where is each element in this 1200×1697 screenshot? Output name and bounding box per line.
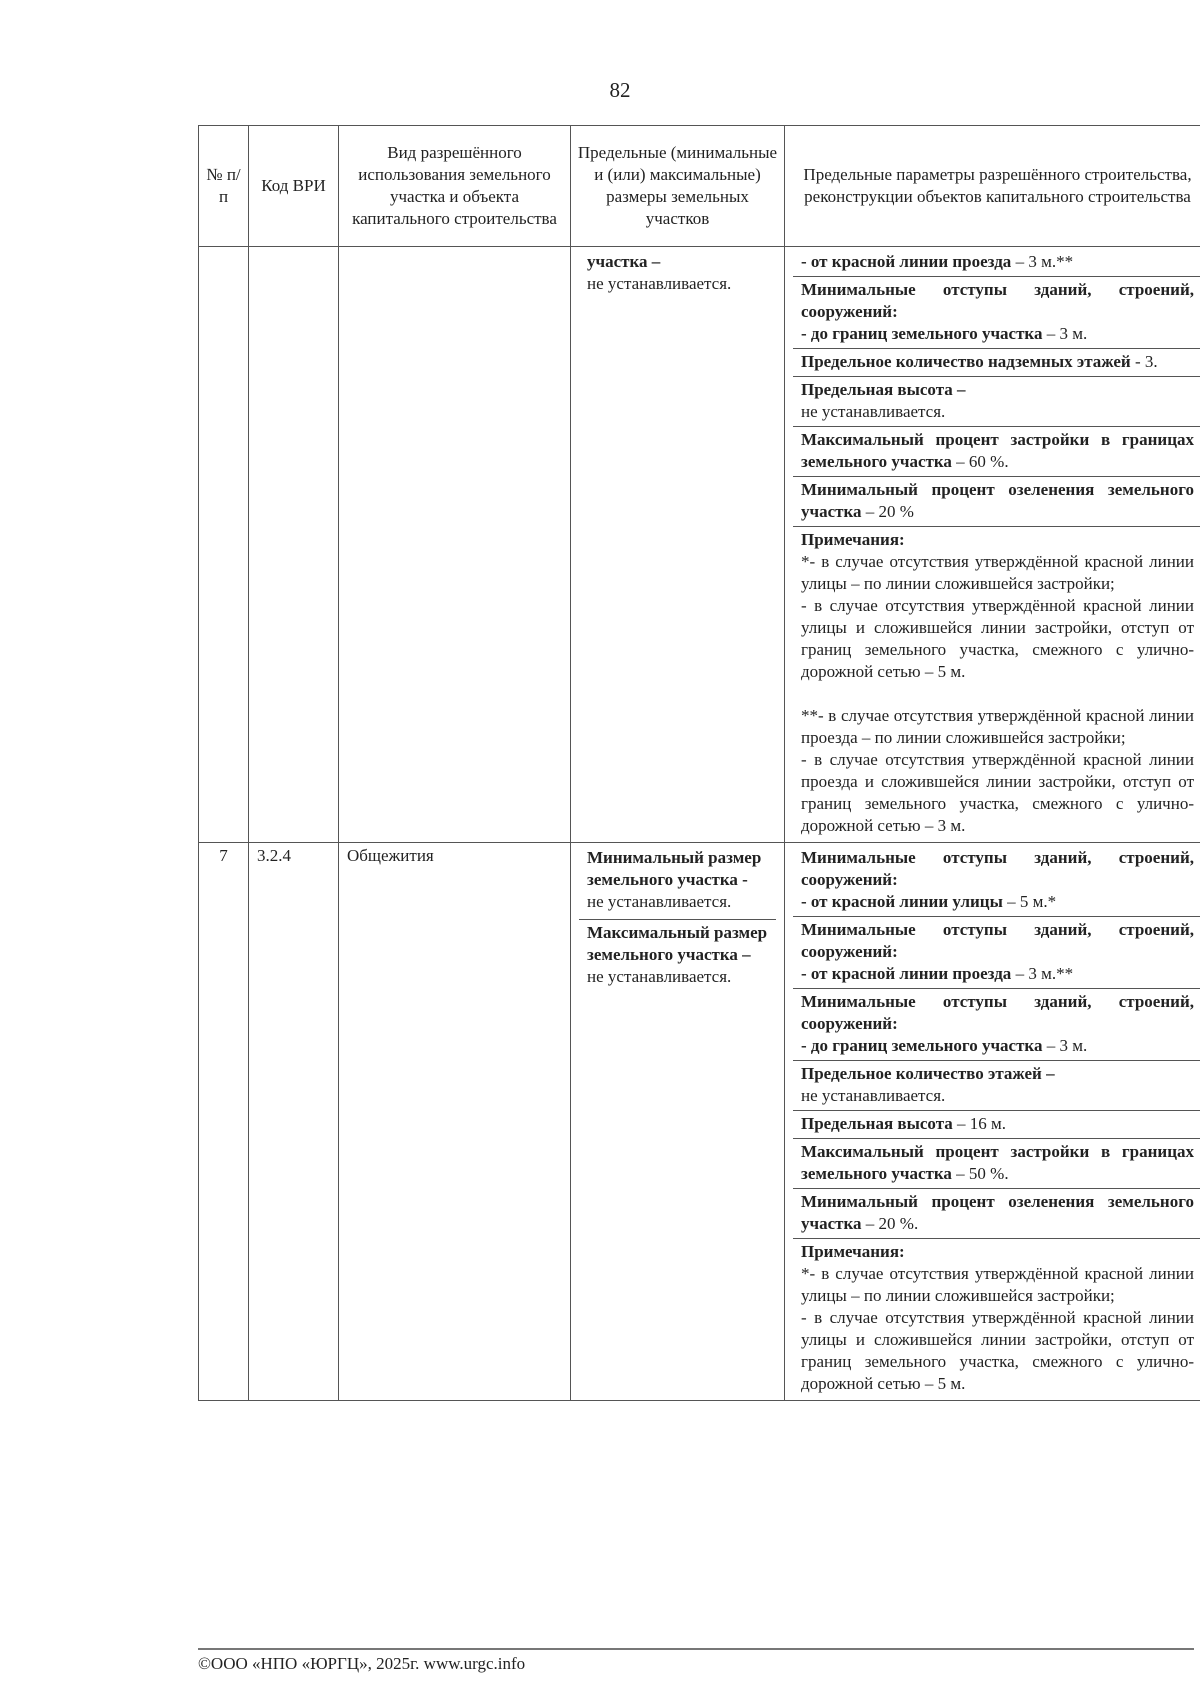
param-value: не устанавливается. bbox=[801, 402, 946, 421]
size-label: Минимальный размер земельного участка - bbox=[587, 848, 762, 889]
param-sublabel: - от красной линии улицы bbox=[801, 892, 1003, 911]
page-number: 82 bbox=[609, 78, 631, 102]
param-value: – 3 м.** bbox=[1011, 964, 1074, 983]
param-label: Предельная высота bbox=[801, 1114, 953, 1133]
param-label: Минимальный процент озеленения земельного участка bbox=[801, 1192, 1194, 1233]
param-value: – 3 м.** bbox=[1011, 252, 1074, 271]
header-vri: Вид разрешённого использования земельного участка и объекта капитального строительства bbox=[339, 126, 571, 247]
param-label: Минимальный процент озеленения земельного участка bbox=[801, 480, 1194, 521]
footer-copyright: ©ООО «НПО «ЮРГЦ», 2025г. www.urgc.info bbox=[198, 1654, 526, 1673]
param-label: Минимальные отступы зданий, строений, сооружений: bbox=[801, 280, 1194, 321]
param-block bbox=[793, 916, 1200, 988]
param-value: – 60 %. bbox=[951, 452, 1009, 471]
size-block bbox=[579, 919, 776, 994]
cell-size bbox=[571, 247, 785, 843]
param-block bbox=[793, 988, 1200, 1060]
notes-block bbox=[793, 526, 1200, 840]
param-block bbox=[793, 376, 1200, 426]
note-text: **- в случае отсутствия утверждённой красной линии проезда – по линии сложившейся застройки; bbox=[801, 706, 1194, 747]
zoning-parameters-table bbox=[198, 125, 1200, 1401]
param-label: Максимальный процент застройки в границах земельного участка bbox=[801, 1142, 1194, 1183]
notes-block bbox=[793, 1238, 1200, 1398]
param-block bbox=[793, 348, 1200, 376]
note-text: *- в случае отсутствия утверждённой красной линии улицы – по линии сложившейся застройки; bbox=[801, 552, 1194, 593]
param-block bbox=[793, 1188, 1200, 1238]
size-label: Максимальный размер земельного участка – bbox=[587, 923, 768, 964]
param-label: - от красной линии проезда bbox=[801, 252, 1012, 271]
table-row-continued bbox=[199, 247, 1200, 843]
param-block bbox=[793, 845, 1200, 916]
cell-vri bbox=[339, 247, 571, 843]
table-row-7 bbox=[199, 843, 1200, 1401]
param-block bbox=[793, 1060, 1200, 1110]
param-value: – 5 м.* bbox=[1002, 892, 1057, 911]
param-value: – 3 м. bbox=[1042, 324, 1088, 343]
size-block bbox=[579, 249, 776, 301]
param-label: Предельное количество надземных этажей bbox=[801, 352, 1131, 371]
param-label: Минимальные отступы зданий, строений, сооружений: bbox=[801, 848, 1194, 889]
header-code: Код ВРИ bbox=[249, 126, 339, 247]
cell-params bbox=[785, 247, 1200, 843]
param-value: – 50 %. bbox=[951, 1164, 1009, 1183]
param-value: – 20 % bbox=[861, 502, 914, 521]
footer-divider bbox=[198, 1648, 1194, 1650]
param-sublabel: - до границ земельного участка bbox=[801, 1036, 1043, 1055]
cell-vri: Общежития bbox=[339, 843, 571, 1401]
param-value: - 3. bbox=[1130, 352, 1158, 371]
size-value: не устанавливается. bbox=[587, 892, 732, 911]
param-block bbox=[793, 1110, 1200, 1138]
param-block bbox=[793, 276, 1200, 348]
cell-num: 7 bbox=[199, 843, 249, 1401]
note-text: - в случае отсутствия утверждённой красной линии улицы и сложившейся линии застройки, отступ от границ земельного участка, смежного с улично-дорожной сетью – 5 м. bbox=[801, 1308, 1194, 1393]
param-sublabel: - до границ земельного участка bbox=[801, 324, 1043, 343]
param-sublabel: - от красной линии проезда bbox=[801, 964, 1012, 983]
size-value: не устанавливается. bbox=[587, 274, 732, 293]
param-label: Предельная высота – bbox=[801, 380, 966, 399]
header-params: Предельные параметры разрешённого строительства, реконструкции объектов капитального строительства bbox=[785, 126, 1200, 247]
param-label: Предельное количество этажей – bbox=[801, 1064, 1055, 1083]
note-text: - в случае отсутствия утверждённой красной линии проезда и сложившейся линии застройки, отступ от границ земельного участка, смежного с улично-дорожной сетью – 3 м. bbox=[801, 750, 1194, 835]
size-block bbox=[579, 845, 776, 919]
size-value: не устанавливается. bbox=[587, 967, 732, 986]
cell-code bbox=[249, 247, 339, 843]
param-value: – 20 %. bbox=[861, 1214, 919, 1233]
param-value: – 16 м. bbox=[952, 1114, 1007, 1133]
param-block bbox=[793, 249, 1200, 276]
notes-title: Примечания: bbox=[801, 530, 905, 549]
notes-title: Примечания: bbox=[801, 1242, 905, 1261]
cell-params bbox=[785, 843, 1200, 1401]
cell-code: 3.2.4 bbox=[249, 843, 339, 1401]
cell-num bbox=[199, 247, 249, 843]
param-label: Минимальные отступы зданий, строений, сооружений: bbox=[801, 920, 1194, 961]
table-header-row bbox=[199, 126, 1200, 247]
cell-size bbox=[571, 843, 785, 1401]
header-num: № п/п bbox=[199, 126, 249, 247]
param-block bbox=[793, 426, 1200, 476]
param-label: Минимальные отступы зданий, строений, сооружений: bbox=[801, 992, 1194, 1033]
note-text: - в случае отсутствия утверждённой красной линии улицы и сложившейся линии застройки, отступ от границ земельного участка, смежного с улично-дорожной сетью – 5 м. bbox=[801, 596, 1194, 681]
param-label: Максимальный процент застройки в границах земельного участка bbox=[801, 430, 1194, 471]
header-size: Предельные (минимальные и (или) максимальные) размеры земельных участков bbox=[571, 126, 785, 247]
param-value: не устанавливается. bbox=[801, 1086, 946, 1105]
note-text: *- в случае отсутствия утверждённой красной линии улицы – по линии сложившейся застройки; bbox=[801, 1264, 1194, 1305]
param-block bbox=[793, 1138, 1200, 1188]
size-label: участка – bbox=[587, 252, 661, 271]
param-block bbox=[793, 476, 1200, 526]
param-value: – 3 м. bbox=[1042, 1036, 1088, 1055]
